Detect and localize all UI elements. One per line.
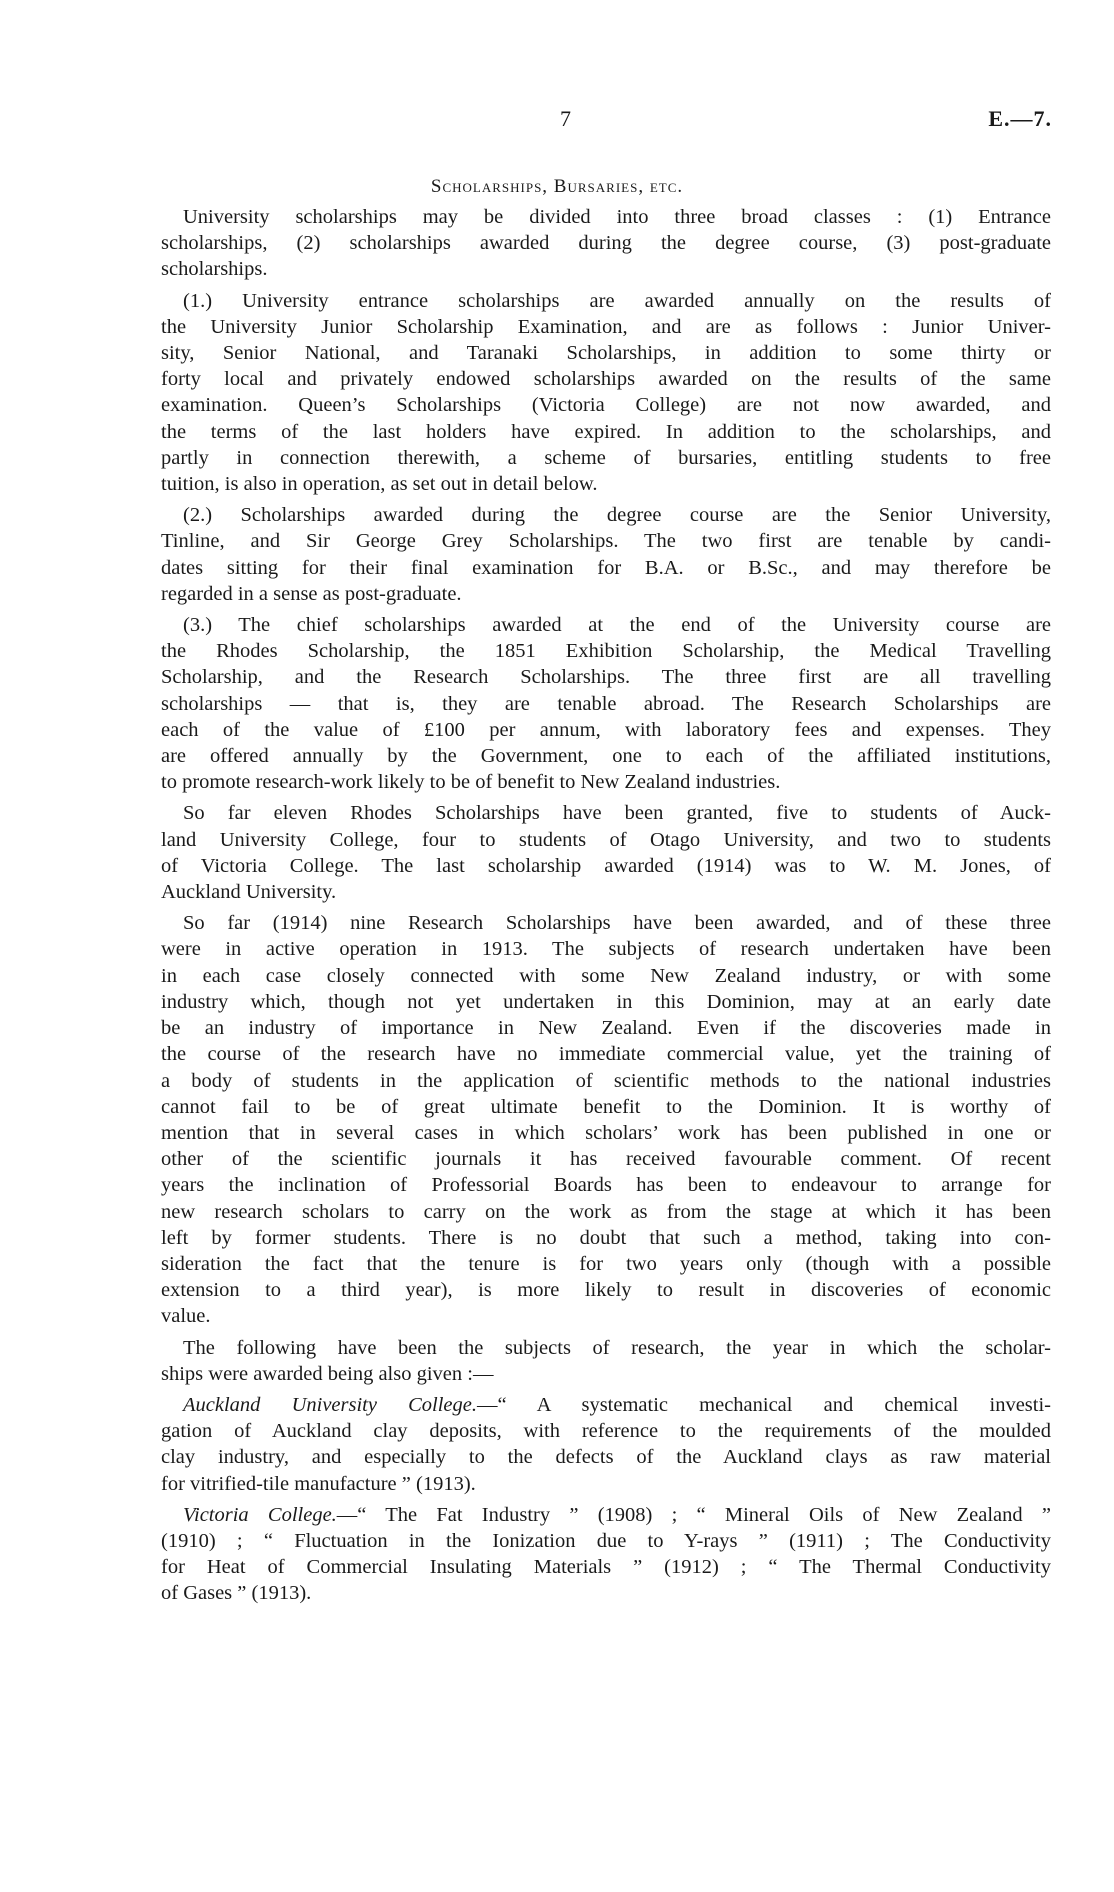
text-line (161, 1015, 1051, 1041)
paragraph (161, 204, 1051, 283)
text-line (161, 1418, 1051, 1444)
text-line (161, 717, 1051, 743)
line-text: University scholarships may be divided into three broad classes : (1) Entrance (183, 206, 1051, 228)
text-line (161, 581, 1051, 607)
line-text: (2.) Scholarships awarded during the degree course are the Senior University, (183, 504, 1051, 527)
document-reference: E.—7. (988, 106, 1052, 131)
line-text: scholarships — that is, they are tenable abroad. The Research Scholarships are (161, 692, 1051, 715)
line-text: a body of students in the application of scientific methods to the national industries (161, 1069, 1051, 1092)
text-line (161, 256, 1051, 282)
text-line (161, 743, 1051, 769)
line-text: value. (161, 1305, 211, 1328)
text-line (161, 691, 1051, 717)
line-text: cannot fail to be of great ultimate benefit to the Dominion. It is worthy of (161, 1095, 1051, 1118)
line-text: the Rhodes Scholarship, the 1851 Exhibition Scholarship, the Medical Travelling (161, 640, 1051, 663)
line-text: for vitrified-tile manufacture ” (1913). (161, 1472, 476, 1495)
text-line (161, 1444, 1051, 1470)
text-line (161, 1068, 1051, 1094)
line-text: be an industry of importance in New Zealand. Even if the discoveries made in (161, 1017, 1051, 1040)
line-text: dates sitting for their final examination for B.A. or B.Sc., and may therefore be (161, 556, 1051, 579)
text-line (161, 989, 1051, 1015)
text-line (161, 502, 1051, 528)
text-line (161, 1251, 1051, 1277)
line-text: The following have been the subjects of research, the year in which the scholar- (183, 1336, 1051, 1359)
line-text: regarded in a sense as post-graduate. (161, 582, 462, 605)
text-line (161, 853, 1051, 879)
line-text: for Heat of Commercial Insulating Materials ” (1912) ; “ The Thermal Conductivity (161, 1556, 1051, 1579)
text-line (161, 204, 1051, 230)
line-text: So far eleven Rhodes Scholarships have been granted, five to students of Auck- (183, 802, 1051, 825)
line-text: Auckland University. (161, 881, 337, 904)
line-text: other of the scientific journals it has received favourable comment. Of recent (161, 1148, 1051, 1171)
text-line (161, 392, 1051, 418)
text-line (161, 1094, 1051, 1120)
text-line (161, 963, 1051, 989)
text-line (161, 1554, 1051, 1580)
text-line (161, 1120, 1051, 1146)
line-text: So far (1914) nine Research Scholarships have been awarded, and of these three (183, 912, 1051, 935)
text-line (161, 314, 1051, 340)
paragraph (161, 910, 1051, 1329)
text-line (161, 1335, 1051, 1361)
text-line (161, 288, 1051, 314)
line-text: partly in connection therewith, a scheme of bursaries, entitling students to free (161, 446, 1051, 469)
text-line (161, 879, 1051, 905)
text-line (161, 419, 1051, 445)
text-line (161, 528, 1051, 554)
line-text: —“ A systematic mechanical and chemical investi- (477, 1393, 1052, 1416)
text-line (161, 1392, 1051, 1418)
line-text: Tinline, and Sir George Grey Scholarships. The two first are tenable by candi- (161, 530, 1051, 553)
text-line (161, 1225, 1051, 1251)
line-text: each of the value of £100 per annum, with laboratory fees and expenses. They (161, 718, 1051, 741)
paragraph (161, 502, 1051, 607)
text-line (161, 1277, 1051, 1303)
text-line (161, 910, 1051, 936)
text-line (161, 936, 1051, 962)
line-text: tuition, is also in operation, as set out in detail below. (161, 473, 598, 496)
line-text: scholarships. (161, 258, 268, 281)
paragraph (161, 1392, 1051, 1497)
line-text: scholarships, (2) scholarships awarded during the degree course, (3) post-graduate (161, 232, 1051, 255)
text-line (161, 366, 1051, 392)
paragraph (161, 1335, 1051, 1387)
line-text: (1.) University entrance scholarships are awarded annually on the results of (183, 289, 1051, 312)
line-text: forty local and privately endowed scholarships awarded on the results of the same (161, 368, 1051, 391)
line-text: left by former students. There is no doubt that such a method, taking into con- (161, 1226, 1051, 1249)
line-text: are offered annually by the Government, one to each of the affiliated institutions, (161, 745, 1051, 768)
line-text: of Gases ” (1913). (161, 1582, 312, 1605)
text-line (161, 800, 1051, 826)
paragraph-lead: Auckland University College. (183, 1393, 478, 1416)
line-text: sity, Senior National, and Taranaki Scholarships, in addition to some thirty or (161, 342, 1051, 365)
paragraph (161, 612, 1051, 795)
line-text: the terms of the last holders have expired. In addition to the scholarships, and (161, 420, 1051, 443)
text-line (161, 1303, 1051, 1329)
line-text: ships were awarded being also given :— (161, 1362, 494, 1385)
text-line (161, 445, 1051, 471)
paragraph (161, 288, 1051, 498)
line-text: extension to a third year), is more likely to result in discoveries of economic (161, 1279, 1051, 1302)
line-text: were in active operation in 1913. The subjects of research undertaken have been (161, 938, 1051, 961)
line-text: the University Junior Scholarship Examination, and are as follows : Junior Univer- (161, 315, 1051, 338)
line-text: —“ The Fat Industry ” (1908) ; “ Mineral Oils of New Zealand ” (336, 1503, 1051, 1526)
text-line (161, 827, 1051, 853)
line-text: industry which, though not yet undertaken in this Dominion, may at an early date (161, 990, 1051, 1013)
text-line (161, 638, 1051, 664)
text-line (161, 1041, 1051, 1067)
line-text: of Victoria College. The last scholarship awarded (1914) was to W. M. Jones, of (161, 854, 1051, 877)
paragraph (161, 1502, 1051, 1607)
line-text: sideration the fact that the tenure is for two years only (though with a possible (161, 1252, 1051, 1275)
text-line (161, 1528, 1051, 1554)
paragraph-lead: Victoria College. (183, 1503, 337, 1526)
body-text (161, 204, 1051, 1612)
line-text: clay industry, and especially to the defects of the Auckland clays as raw material (161, 1446, 1051, 1469)
text-line (161, 664, 1051, 690)
section-heading: Scholarships, Bursaries, etc. (430, 176, 684, 197)
line-text: land University College, four to students of Otago University, and two to students (161, 828, 1051, 851)
line-text: examination. Queen’s Scholarships (Victoria College) are not now awarded, and (161, 394, 1051, 417)
line-text: (3.) The chief scholarships awarded at the end of the University course are (183, 614, 1051, 637)
text-line (161, 471, 1051, 497)
text-line (161, 1471, 1051, 1497)
text-line (161, 340, 1051, 366)
line-text: new research scholars to carry on the work as from the stage at which it has been (161, 1200, 1051, 1223)
text-line (161, 1580, 1051, 1606)
line-text: to promote research-work likely to be of benefit to New Zealand industries. (161, 771, 781, 794)
line-text: Scholarship, and the Research Scholarships. The three first are all travelling (161, 666, 1051, 689)
text-line (161, 555, 1051, 581)
text-line (161, 1502, 1051, 1528)
line-text: gation of Auckland clay deposits, with reference to the requirements of the moulded (161, 1420, 1051, 1443)
text-line (161, 1146, 1051, 1172)
line-text: mention that in several cases in which scholars’ work has been published in one or (161, 1121, 1051, 1144)
text-line (161, 230, 1051, 256)
text-line (161, 769, 1051, 795)
paragraph (161, 800, 1051, 905)
text-line (161, 612, 1051, 638)
line-text: (1910) ; “ Fluctuation in the Ionization due to Y-rays ” (1911) ; The Conductivity (161, 1529, 1051, 1552)
line-text: years the inclination of Professorial Boards has been to endeavour to arrange for (161, 1174, 1051, 1197)
line-text: the course of the research have no immediate commercial value, yet the training of (161, 1043, 1051, 1066)
text-line (161, 1199, 1051, 1225)
page-number: 7 (560, 106, 571, 131)
line-text: in each case closely connected with some New Zealand industry, or with some (161, 964, 1051, 987)
text-line (161, 1172, 1051, 1198)
text-line (161, 1361, 1051, 1387)
